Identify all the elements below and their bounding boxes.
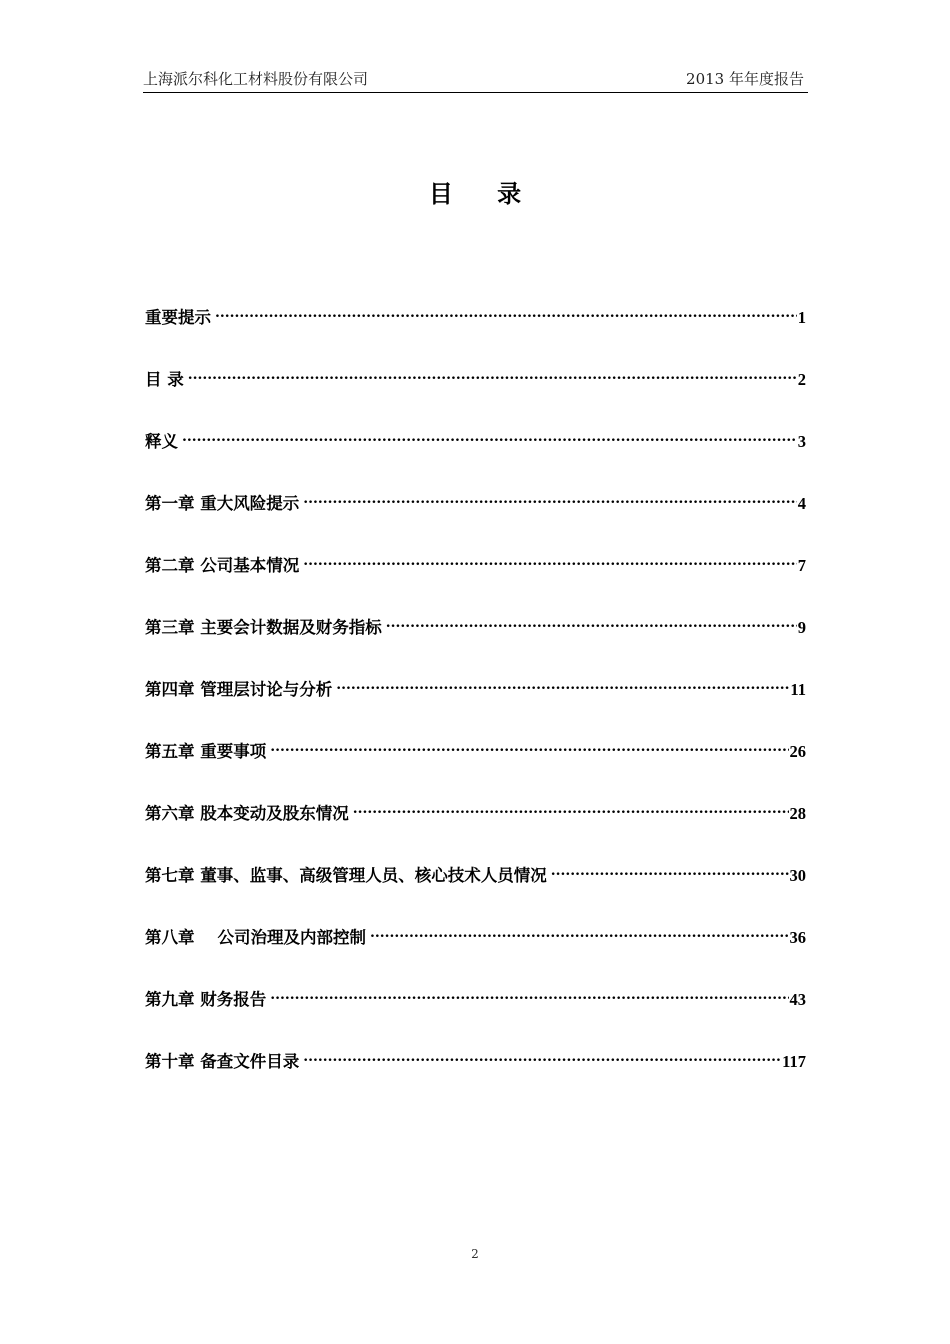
toc-entry-label: 第六章 股本变动及股东情况 [145,804,349,823]
toc-entry-chapter-2[interactable] [145,551,806,613]
toc-dot-leader [336,675,789,695]
toc-entry-label: 第三章 主要会计数据及财务指标 [145,618,382,637]
toc-entry-important-notice[interactable] [145,303,806,365]
toc-entry-page: 30 [789,866,806,885]
toc-entry-label: 第四章 管理层讨论与分析 [145,680,333,699]
toc-dot-leader [270,737,788,757]
toc-entry-chapter-1[interactable] [145,489,806,551]
toc-entry-page: 4 [797,494,806,513]
toc-dot-leader [188,365,797,385]
toc-entry-label: 第五章 重要事项 [145,742,267,761]
toc-entry-page: 26 [789,742,806,761]
toc-dot-leader [353,799,789,819]
toc-entry-chapter-8[interactable] [145,923,806,985]
toc-entry-contents[interactable] [145,365,806,427]
page-number: 2 [471,1247,479,1261]
toc-dot-leader [303,1047,781,1067]
toc-entry-label: 目 录 [145,370,184,389]
page-title: 目 录 [428,179,540,208]
table-of-contents [145,303,806,1109]
toc-entry-page: 3 [797,432,806,451]
toc-entry-label: 第九章 财务报告 [145,990,267,1009]
toc-entry-label: 第七章 董事、监事、高级管理人员、核心技术人员情况 [145,866,547,885]
toc-dot-leader [215,303,797,323]
toc-entry-page: 11 [790,680,806,699]
toc-entry-label: 第二章 公司基本情况 [145,556,300,575]
toc-entry-chapter-4[interactable] [145,675,806,737]
toc-entry-page: 2 [797,370,806,389]
toc-entry-label: 第八章 公司治理及内部控制 [145,928,366,947]
toc-dot-leader [551,861,789,881]
toc-dot-leader [303,551,797,571]
toc-entry-page: 28 [789,804,806,823]
header-report-title: 2013 年年度报告 [686,70,804,88]
toc-entry-chapter-6[interactable] [145,799,806,861]
toc-entry-label: 重要提示 [145,308,211,327]
toc-entry-chapter-10[interactable] [145,1047,806,1109]
toc-entry-page: 7 [797,556,806,575]
toc-entry-page: 36 [789,928,806,947]
toc-dot-leader [182,427,797,447]
toc-dot-leader [270,985,788,1005]
page-header [143,66,808,93]
toc-dot-leader [386,613,797,633]
header-company-name: 上海派尔科化工材料股份有限公司 [143,70,369,88]
toc-entry-label: 释义 [145,432,178,451]
toc-entry-chapter-3[interactable] [145,613,806,675]
toc-entry-page: 117 [782,1052,806,1071]
toc-entry-chapter-9[interactable] [145,985,806,1047]
toc-entry-label: 第一章 重大风险提示 [145,494,300,513]
toc-entry-page: 9 [797,618,806,637]
toc-entry-chapter-5[interactable] [145,737,806,799]
toc-entry-definitions[interactable] [145,427,806,489]
toc-entry-page: 1 [797,308,806,327]
toc-dot-leader [303,489,797,509]
toc-dot-leader [370,923,789,943]
toc-entry-chapter-7[interactable] [145,861,806,923]
toc-entry-label: 第十章 备查文件目录 [145,1052,300,1071]
toc-entry-page: 43 [789,990,806,1009]
